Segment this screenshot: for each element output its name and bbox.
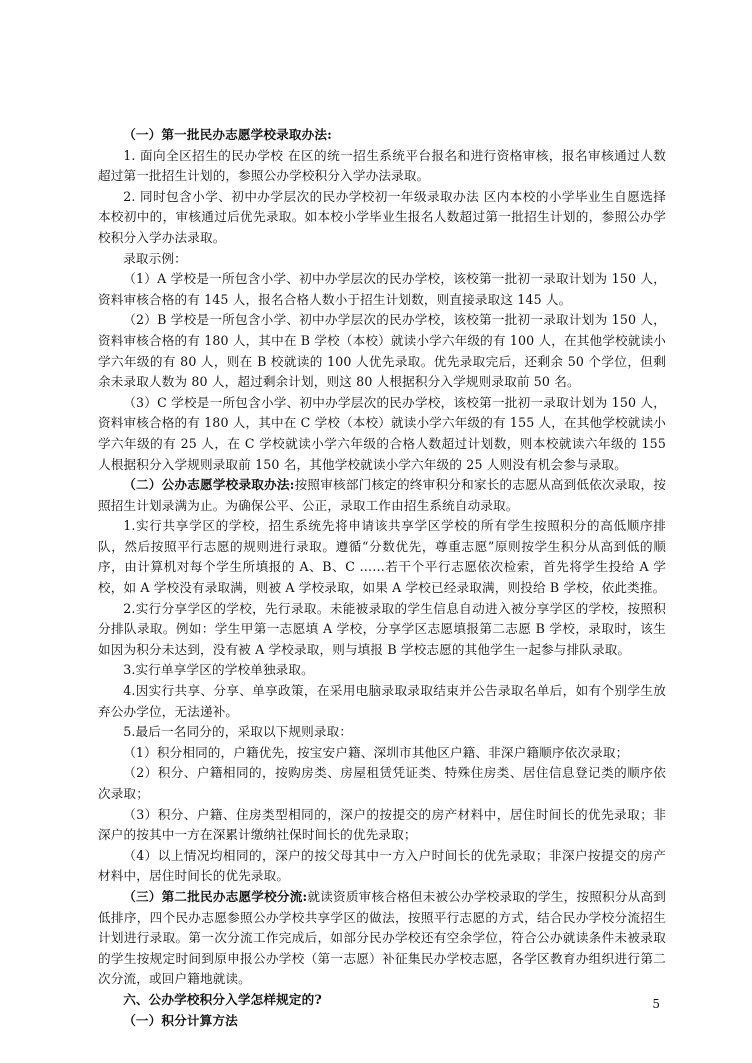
- section-3-block: [98, 887, 666, 990]
- section-6-subheading: （一）积分计算方法: [123, 1012, 238, 1028]
- section-3-heading: （三）第二批民办志愿学校分流:: [123, 888, 308, 904]
- section-2-intro: 按照审核部门核定的终审积分和家长的志愿从高到低依次录取，按照招生计划录满为止。为确保公平、公正，录取工作由招生系统自动录取。: [98, 477, 666, 513]
- rule-4: （4）以上情况均相同的，深户的按父母其中一方入户时间长的优先录取；非深户按提交的房产材料中，居住时间长的优先录取。: [98, 847, 666, 884]
- section-1-heading: （一）第一批民办志愿学校录取办法:: [123, 127, 332, 142]
- rule-2: （2）积分、户籍相同的，按购房类、房屋租赁凭证类、特殊住房类、居住信息登记类的顺序依次录取；: [98, 765, 666, 801]
- section-2-paragraph-1: 1.实行共享学区的学校，招生系统先将申请该共享学区学校的所有学生按照积分的高低顺序排队，然后按照平行志愿的规则进行录取。遵循“分数优先，尊重志愿”原则按学生积分从高到低的顺序，由计算机对每个学生所填报的 A、B、C ……若干个平行志愿依次检索，首先将学生投给 A 学校，如 A 学校没有录取满，则被 A 学校录取，如果 A 学校已经录取满，则投给 B 学校，依此类推。: [98, 518, 666, 596]
- section-2-paragraph-3: 3.实行单享学区的学校单独录取。: [123, 662, 314, 678]
- example-a: （1）A 学校是一所包含小学、初中办学层次的民办学校，该校第一批初一录取计划为 150 人，资料审核合格的有 145 人，报名合格人数小于招生计划数，则直接录取这 145 人。: [98, 271, 666, 307]
- page-content: [98, 125, 666, 1031]
- section-1-paragraph-1: 1. 面向全区招生的民办学校 在区的统一招生系统平台报名和进行资格审核，报名审核通过人数超过第一批招生计划的，参照公办学校积分入学办法录取。: [98, 147, 666, 184]
- rule-3: （3）积分、户籍、住房类型相同的，深户的按提交的房产材料中，居住时间长的优先录取；非深户的按其中一方在深累计缴纳社保时间长的优先录取；: [98, 806, 666, 843]
- section-2-paragraph-5: 5.最后一名同分的，采取以下规则录取：: [123, 724, 353, 740]
- section-2-paragraph-2: 2.实行分享学区的学校，先行录取。未能被录取的学生信息自动进入被分享学区的学校，按照积分排队录取。例如：学生甲第一志愿填 A 学校，分享学区志愿填报第二志愿 B 学校，录取时，该生如因为积分未达到，没有被 A 学校录取，则与填报 B 学校志愿的其他学生一起参与排队录取。: [98, 600, 666, 657]
- rule-1: （1）积分相同的，户籍优先，按宝安户籍、深圳市其他区户籍、非深户籍顺序依次录取；: [123, 744, 629, 760]
- section-1-paragraph-2: 2. 同时包含小学、初中办学层次的民办学校初一年级录取办法 区内本校的小学毕业生自愿选择本校初中的，审核通过后优先录取。如本校小学毕业生报名人数超过第一批招生计划的，参照公办学校积分入学办法录取。: [98, 188, 666, 245]
- section-2-block: [98, 475, 666, 516]
- section-3-body: 就读资质审核合格但未被公办学校录取的学生，按照积分从高到低排序，四个民办志愿参照公办学校共享学区的做法，按照平行志愿的方式，结合民办学校分流招生计划进行录取。第一次分流工作完成后，如部分民办学校还有空余学位，符合公办就读条件未被录取的学生按规定时间到原申报公办学校（第一志愿）补征集民办学校志愿，各学区教育办组织进行第二次分流，或回户籍地就读。: [98, 888, 666, 987]
- example-c: （3）C 学校是一所包含小学、初中办学层次的民办学校，该校第一批初一录取计划为 150 人，资料审核合格的有 180 人，其中在 C 学校（本校）就读小学六年级的有 155 人，在其他学校就读小学六年级的有 25 人，在 C 学校就读小学六年级的合格人数超过计划数，则本校就读六年级的 155 人根据积分入学规则录取前 150 名，其他学校就读小学六年级的 25 人则没有机会参与录取。: [98, 394, 666, 472]
- page-number: 5: [652, 997, 660, 1011]
- example-b: （2）B 学校是一所包含小学、初中办学层次的民办学校，该校第一批初一录取计划为 150 人，资料审核合格的有 180 人，其中在 B 学校（本校）就读小学六年级的有 100 人，在其他学校就读小学六年级的有 80 人，则在 B 校就读的 100 人优先录取。优先录取完后，还剩余 50 个学位，但剩余未录取人数为 80 人，超过剩余计划，则这 80 人根据积分入学规则录取前 50 名。: [98, 312, 666, 390]
- example-label: 录取示例：: [123, 250, 187, 266]
- section-6-heading: 六、公办学校积分入学怎样规定的?: [123, 991, 322, 1007]
- section-2-heading: （二）公办志愿学校录取办法:: [123, 477, 295, 493]
- section-2-paragraph-4: 4.因实行共享、分享、单享政策，在采用电脑录取录取结束并公告录取名单后，如有个别学生放弃公办学位，无法递补。: [98, 683, 666, 719]
